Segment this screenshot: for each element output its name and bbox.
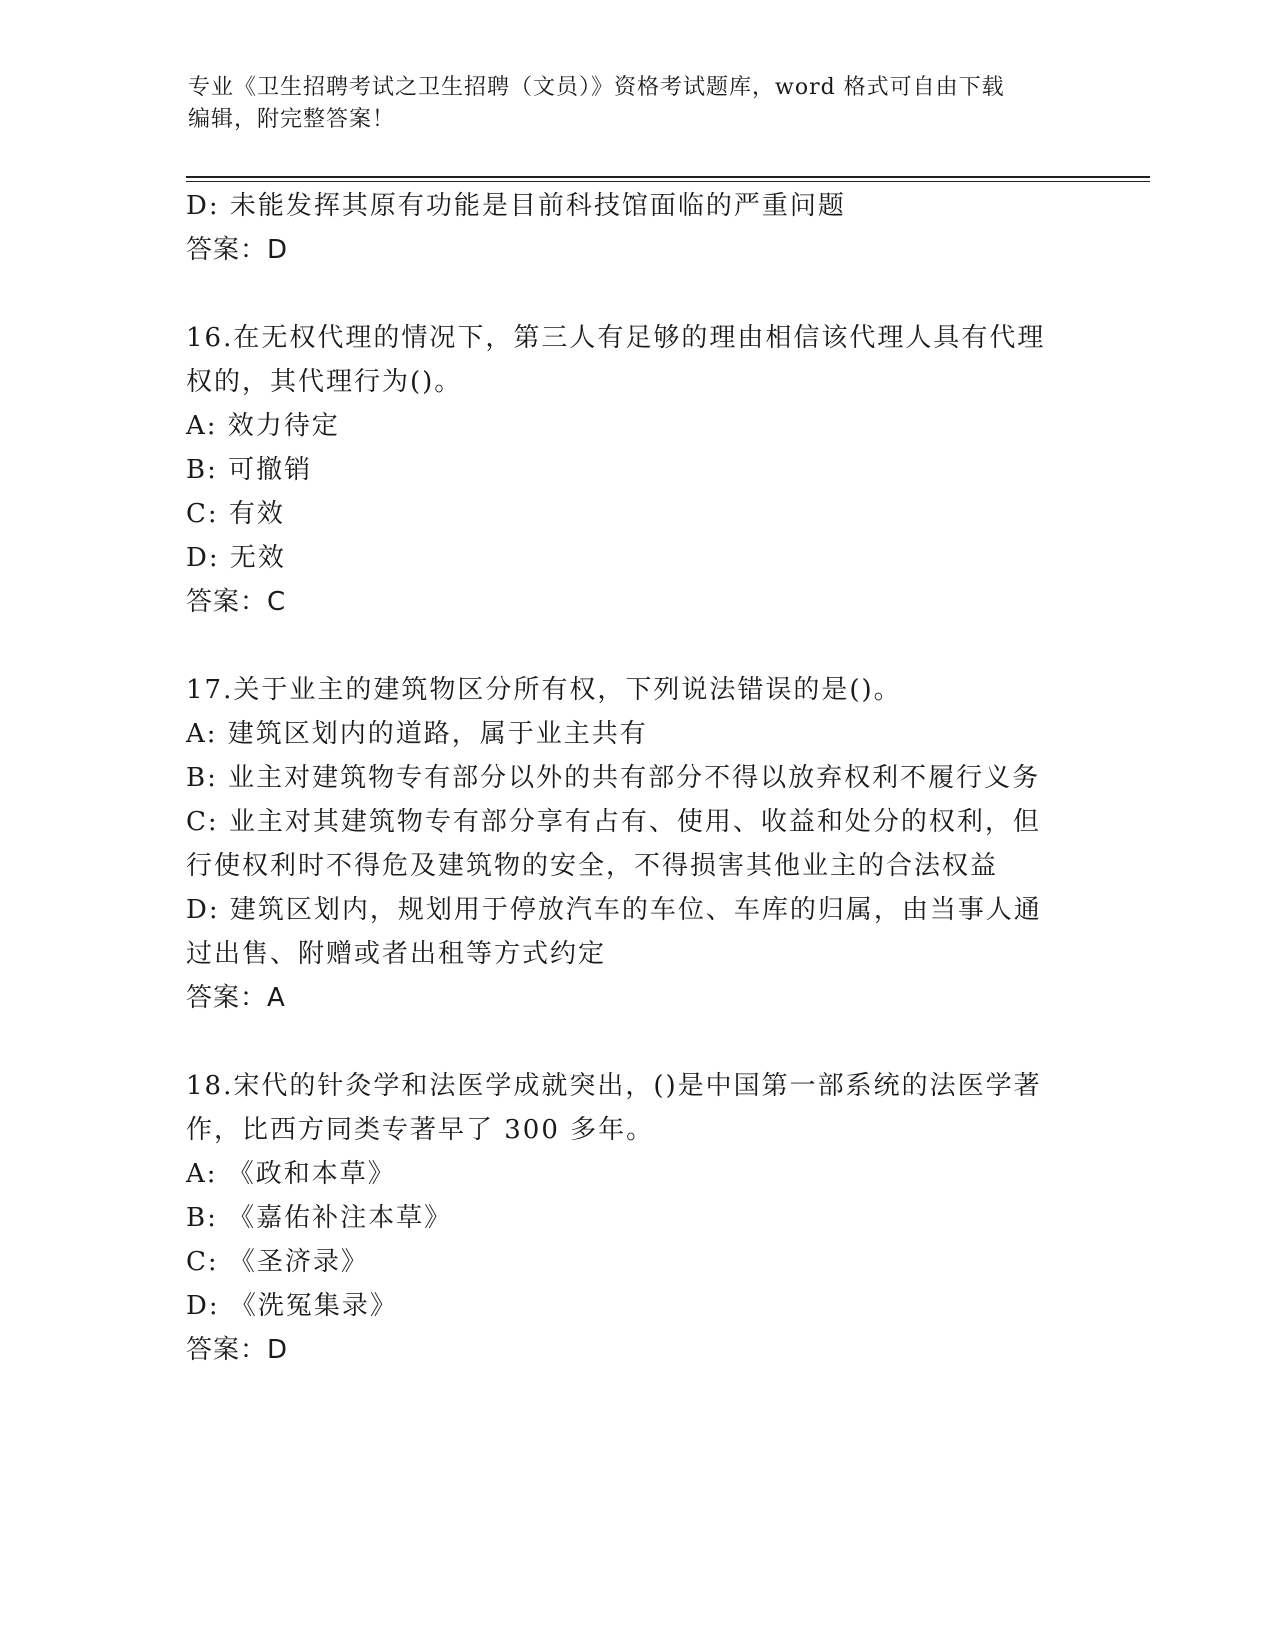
- q16-option-d: D: 无效: [186, 543, 286, 573]
- q16-option-b: B: 可撤销: [186, 455, 313, 485]
- q17-option-d-line-1: D: 建筑区划内，规划用于停放汽车的车位、车库的归属，由当事人通: [186, 895, 1042, 925]
- q18-option-b: B: 《嘉佑补注本草》: [186, 1203, 453, 1233]
- header-line-2: 编辑，附完整答案！: [188, 107, 396, 132]
- q15-option-d: D: 未能发挥其原有功能是目前科技馆面临的严重问题: [186, 191, 846, 221]
- q17-option-d-line-2: 过出售、附赠或者出租等方式约定: [186, 939, 607, 969]
- q18-option-c: C: 《圣济录》: [186, 1247, 369, 1277]
- document-header: [188, 72, 1088, 136]
- q16-option-c: C: 有效: [186, 499, 285, 529]
- q16-option-a: A: 效力待定: [186, 411, 340, 441]
- q17-option-c-line-1: C: 业主对其建筑物专有部分享有占有、使用、收益和处分的权利，但: [186, 807, 1041, 837]
- q17-option-c-line-2: 行使权利时不得危及建筑物的安全，不得损害其他业主的合法权益: [186, 851, 999, 881]
- q15-answer: 答案：D: [186, 235, 289, 265]
- q17-option-b: B: 业主对建筑物专有部分以外的共有部分不得以放弃权利不履行义务: [186, 763, 1041, 793]
- header-divider-thin: [186, 181, 1150, 182]
- q18-answer: 答案：D: [186, 1335, 289, 1365]
- q18-stem-line-1: 18.宋代的针灸学和法医学成就突出，()是中国第一部系统的法医学著: [186, 1071, 1042, 1101]
- q16-answer: 答案：C: [186, 587, 287, 617]
- q18-option-d: D: 《洗冤集录》: [186, 1291, 398, 1321]
- q18-option-a: A: 《政和本草》: [186, 1159, 396, 1189]
- q17-stem: 17.关于业主的建筑物区分所有权，下列说法错误的是()。: [186, 675, 902, 705]
- q16-stem-line-1: 16.在无权代理的情况下，第三人有足够的理由相信该代理人具有代理: [186, 323, 1046, 353]
- header-line-1: 专业《卫生招聘考试之卫生招聘（文员）》资格考试题库，word 格式可自由下载: [188, 75, 1005, 100]
- q18-stem-line-2: 作，比西方同类专著早了 300 多年。: [186, 1115, 655, 1145]
- q17-answer: 答案：A: [186, 983, 286, 1013]
- q17-option-a: A: 建筑区划内的道路，属于业主共有: [186, 719, 648, 749]
- header-divider-thick: [186, 176, 1150, 178]
- q16-stem-line-2: 权的，其代理行为()。: [186, 367, 463, 397]
